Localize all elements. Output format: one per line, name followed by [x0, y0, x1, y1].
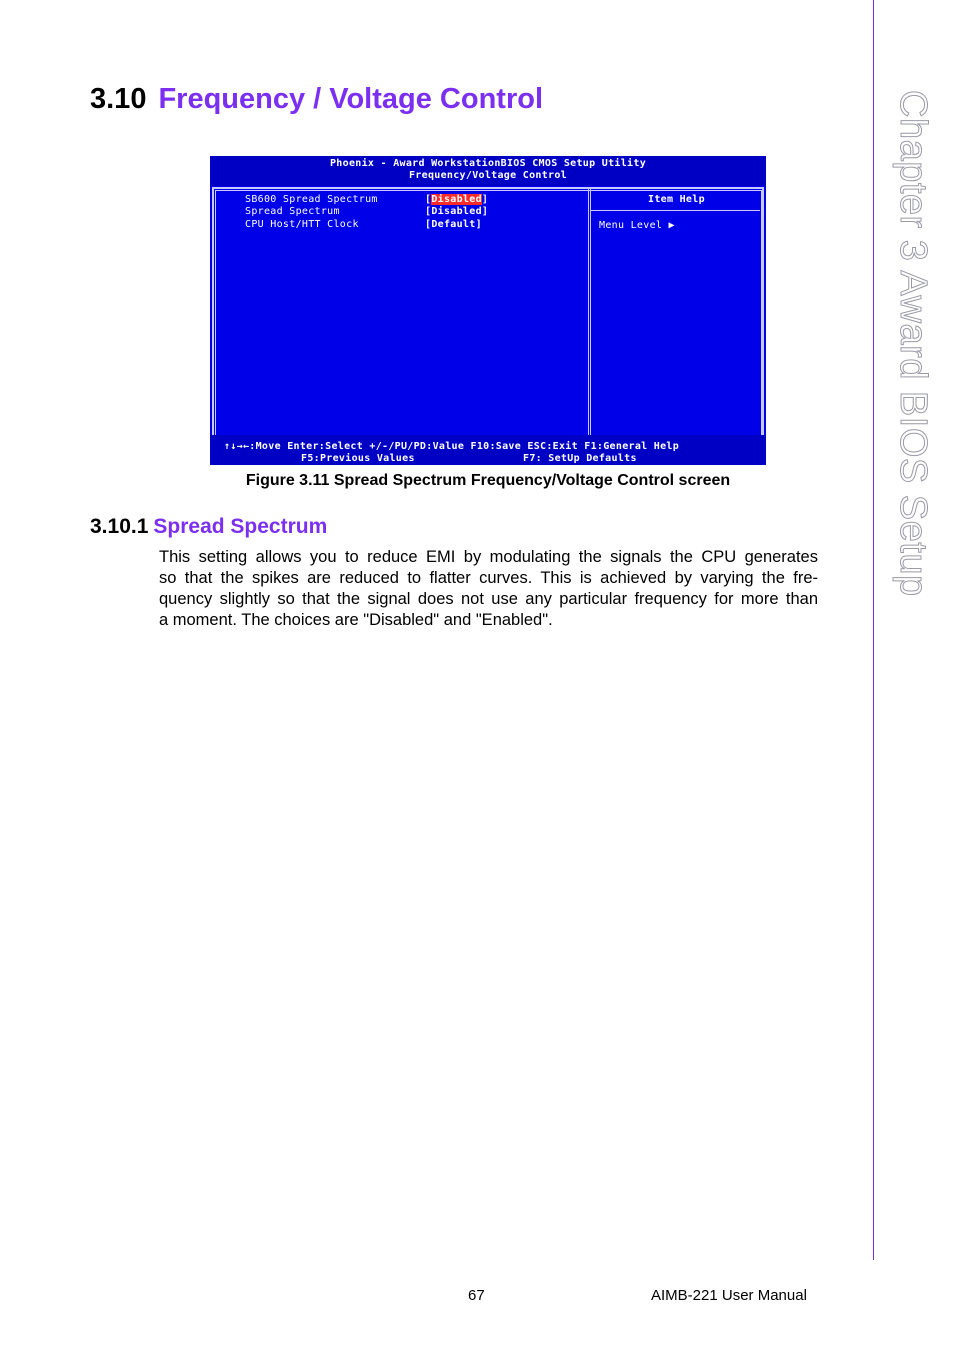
bios-frame-inner [215, 190, 762, 459]
subsection-title: Spread Spectrum [153, 515, 328, 538]
bios-keys-line1: ↑↓→←:Move Enter:Select +/-/PU/PD:Value F10:Save ESC:Exit F1:General Help [224, 441, 680, 452]
bios-item-sb600-value[interactable]: [Disabled] [425, 194, 489, 205]
bios-keys-f7: F7: SetUp Defaults [523, 453, 637, 464]
paragraph-line: a moment. The choices are "Disabled" and "Enabled". [159, 611, 553, 629]
side-divider [873, 0, 874, 1260]
bios-title-bar [210, 156, 766, 186]
item-help-header: Item Help [648, 194, 705, 205]
paragraph-line: quency slightly so that the signal does not use any particular frequency for more than [159, 590, 818, 608]
bios-item-spread-label: Spread Spectrum [245, 206, 340, 217]
subsection-heading [90, 515, 327, 539]
page-number: 67 [468, 1287, 485, 1304]
help-divider [590, 210, 760, 211]
bios-item-cpu-value[interactable]: [Default] [425, 219, 482, 230]
bios-item-sb600-label: SB600 Spread Spectrum [245, 194, 378, 205]
bios-title-1: Phoenix - Award WorkstationBIOS CMOS Setup Utility [329, 158, 647, 169]
bios-item-spread-value[interactable]: [Disabled] [425, 206, 489, 217]
bios-screenshot [210, 156, 766, 465]
section-heading [90, 83, 543, 116]
paragraph-line: so that the spikes are reduced to flatter curves. This is achieved by varying the fre- [159, 569, 818, 587]
menu-level: Menu Level ▶ [599, 220, 675, 231]
manual-title: AIMB-221 User Manual [651, 1287, 807, 1304]
section-number: 3.10 [90, 83, 147, 115]
subsection-number: 3.10.1 [90, 515, 149, 538]
chapter-side-tab: Chapter 3 Award BIOS Setup [892, 90, 934, 597]
bios-item-cpu-label: CPU Host/HTT Clock [245, 219, 359, 230]
section-title: Frequency / Voltage Control [158, 83, 544, 115]
bios-title-2: Frequency/Voltage Control [408, 170, 567, 181]
bios-keys-f5: F5:Previous Values [301, 453, 415, 464]
figure-caption: Figure 3.11 Spread Spectrum Frequency/Voltage Control screen [245, 472, 731, 489]
body-paragraph [159, 547, 818, 631]
bios-divider-2 [590, 188, 591, 460]
selected-value[interactable]: Disabled [431, 194, 482, 205]
paragraph-line: This setting allows you to reduce EMI by modulating the signals the CPU generates [159, 548, 818, 566]
bios-divider [588, 188, 589, 460]
bios-key-bar [210, 435, 766, 465]
